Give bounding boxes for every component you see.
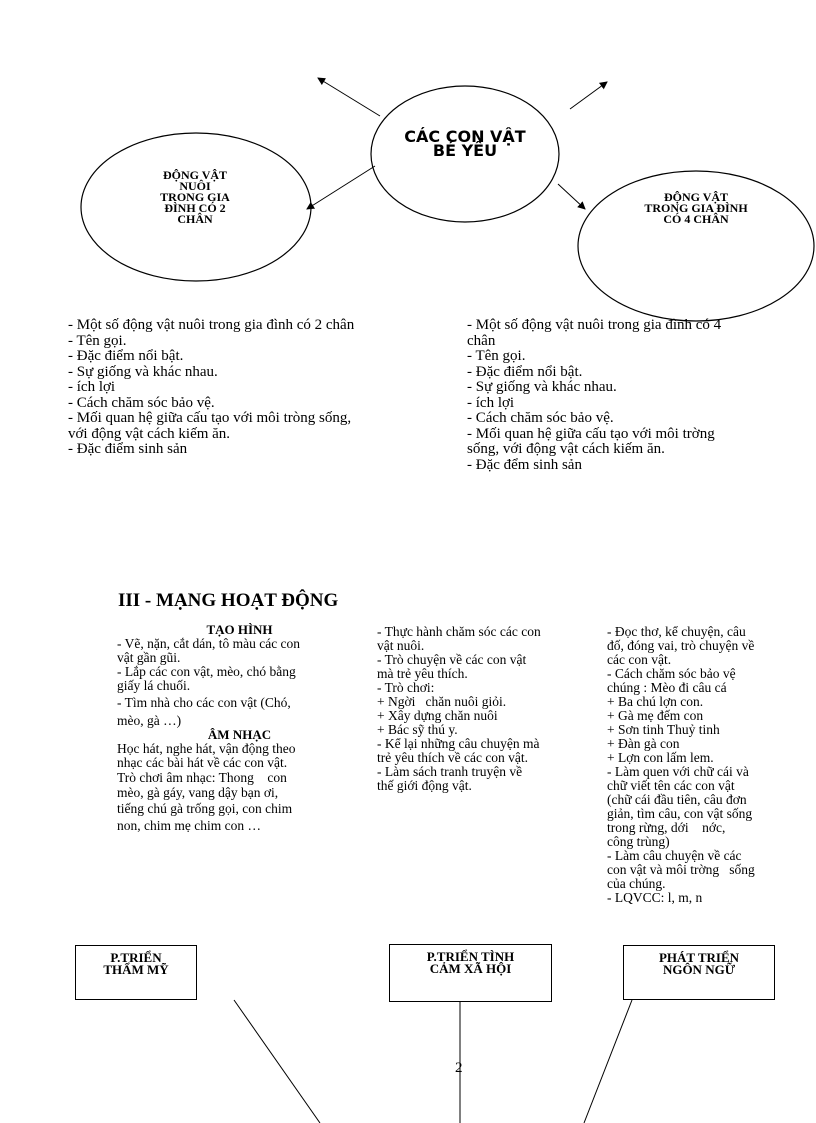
list-item: - Tên gọi. [467, 348, 526, 364]
col-line: (chữ cái đầu tiên, câu đơn [607, 792, 747, 807]
activity-column-social [377, 625, 597, 793]
box-ngon-ngu [623, 945, 775, 1000]
col-line: - Thực hành chăm sóc các con [377, 624, 541, 639]
box-tinh-cam-xa-hoi [389, 944, 552, 1002]
connector-right [584, 1000, 632, 1123]
list-item: - Cách chăm sóc bảo vệ. [68, 394, 215, 411]
col-line: mèo, gà gáy, vang dậy bạn ơi, [117, 785, 279, 800]
col-line: thế giới động vật. [377, 778, 472, 793]
right-ellipse-label [616, 192, 776, 225]
list-item: - Đặc điểm nổi bật. [467, 363, 583, 380]
list-item: - ích lợi [68, 379, 116, 395]
connector-left [234, 1000, 320, 1123]
col-line: - Vẽ, nặn, cắt dán, tô màu các con [117, 636, 301, 651]
col-line: các con vật. [607, 652, 672, 667]
col-line: - Trò chơi: [377, 680, 435, 695]
list-item: với động vật cách kiếm ăn. [68, 425, 231, 442]
subheading-tao-hinh: TẠO HÌNH [206, 622, 273, 637]
list-item: - Tên gọi. [68, 332, 127, 349]
left-topic-list [68, 318, 354, 458]
col-line: - Làm câu chuyện về các [607, 848, 742, 863]
col-line: mèo, gà …) [117, 713, 182, 728]
col-line: non, chim mẹ chim con … [117, 818, 261, 833]
box-line: PHÁT TRIỂN [658, 950, 740, 965]
col-line: đố, đóng vai, trò chuyện về [607, 638, 755, 653]
col-line: mà trẻ yêu thích. [377, 666, 468, 681]
col-line: + Đàn gà con [607, 736, 680, 751]
arrow-to-left-ellipse [307, 166, 375, 209]
box-line: CẢM XÃ HỘI [429, 961, 512, 976]
col-line: trong rừng, dới nớc, [607, 820, 726, 835]
subheading-am-nhac: ÂM NHẠC [207, 727, 272, 742]
activity-column-arts [117, 623, 362, 833]
list-item: - Một số động vật nuôi trong gia đình có 4 [467, 317, 722, 333]
col-line: + Ba chú lợn con. [607, 694, 704, 709]
col-line: - Tìm nhà cho các con vật (Chó, [117, 695, 291, 710]
left-ellipse-line: ĐÌNH CÓ 2 [164, 201, 226, 215]
list-item: - Mối quan hệ giữa cấu tạo với môi tròng sống, [68, 410, 352, 426]
col-line: giản, tìm câu, con vật sống [607, 806, 753, 821]
arrow-up-left [318, 78, 380, 116]
center-title [395, 127, 535, 160]
right-topic-list [467, 318, 721, 473]
center-title-line1: CÁC CON VẬT [404, 127, 526, 146]
list-item: - Cách chăm sóc bảo vệ. [467, 410, 614, 426]
col-line: của chúng. [607, 876, 666, 891]
col-line: + Gà mẹ đếm con [607, 708, 704, 723]
col-line: + Xây dựng chăn nuôi [377, 708, 498, 723]
col-line: - LQVCC: l, m, n [607, 890, 703, 905]
col-line: - Lắp các con vật, mèo, chó bằng [117, 664, 296, 679]
col-line: chữ viết tên các con vật [607, 778, 735, 793]
col-line: - Cách chăm sóc bảo vệ [607, 666, 736, 681]
col-line: - Làm quen với chữ cái và [607, 764, 749, 779]
box-line: P.TRIỂN TÌNH [426, 949, 515, 964]
list-item: chân [467, 332, 496, 349]
col-line: giấy lá chuối. [117, 678, 191, 693]
col-line: - Làm sách tranh truyện về [377, 764, 523, 779]
col-line: tiếng chú gà trống gọi, con chim [117, 801, 293, 816]
list-item: - Đặc điểm sinh sản [68, 441, 188, 457]
col-line: + Lợn con lấm lem. [607, 750, 714, 765]
col-line: con vật và môi trờng sống [607, 862, 755, 877]
page-number: 2 [455, 1060, 463, 1076]
box-line: THẨM MỸ [103, 962, 169, 977]
left-ellipse-line: ĐỘNG VẬT [162, 168, 228, 182]
col-line: - Đọc thơ, kể chuyện, câu [607, 624, 746, 639]
col-line: - Trò chuyện về các con vật [377, 652, 527, 667]
left-ellipse-line: CHÂN [177, 212, 213, 226]
right-ellipse-line: TRONG GIA ĐÌNH [644, 201, 748, 215]
arrow-to-right-ellipse [558, 184, 585, 209]
col-line: trẻ yêu thích về các con vật. [377, 750, 529, 765]
left-ellipse-line: TRONG GIA [160, 190, 230, 204]
list-item: - Mối quan hệ giữa cấu tạo với môi trờng [467, 425, 715, 442]
col-line: + Ngời chăn nuôi giỏi. [377, 694, 507, 709]
col-line: - Kể lại những câu chuyện mà [377, 736, 540, 751]
activity-column-language [607, 625, 812, 905]
list-item: - Sự giống và khác nhau. [467, 379, 617, 395]
list-item: - Một số động vật nuôi trong gia đình có 2 chân [68, 317, 355, 333]
left-ellipse-line: NUÔI [179, 179, 211, 193]
box-tham-my [75, 945, 197, 1000]
box-line: P.TRIỂN [110, 950, 162, 965]
list-item: - Sự giống và khác nhau. [68, 363, 218, 380]
col-line: công trùng) [607, 834, 670, 849]
col-line: vật nuôi. [377, 638, 425, 653]
right-ellipse-line: CÓ 4 CHÂN [663, 212, 729, 226]
col-line: Trò chơi âm nhạc: Thong con [117, 770, 287, 785]
section-heading: III - MẠNG HOẠT ĐỘNG [118, 590, 339, 611]
left-ellipse-label [130, 170, 260, 225]
col-line: Học hát, nghe hát, vận động theo [117, 741, 296, 756]
col-line: vật gần gũi. [117, 650, 181, 665]
arrow-up-right [570, 82, 607, 109]
center-title-line2: BÉ YÊU [432, 141, 498, 160]
box-line: NGÔN NGỮ [662, 962, 736, 977]
col-line: + Bác sỹ thú y. [377, 722, 458, 737]
col-line: chúng : Mèo đi câu cá [607, 680, 727, 695]
list-item: - Đặc điểm nổi bật. [68, 348, 184, 364]
list-item: - Đặc đểm sinh sản [467, 456, 582, 473]
right-ellipse-line: ĐỘNG VẬT [663, 190, 729, 204]
col-line: nhạc các bài hát về các con vật. [117, 755, 288, 770]
list-item: - ích lợi [467, 394, 515, 411]
col-line: + Sơn tinh Thuỷ tinh [607, 722, 720, 737]
list-item: sống, với động vật cách kiếm ăn. [467, 441, 665, 457]
